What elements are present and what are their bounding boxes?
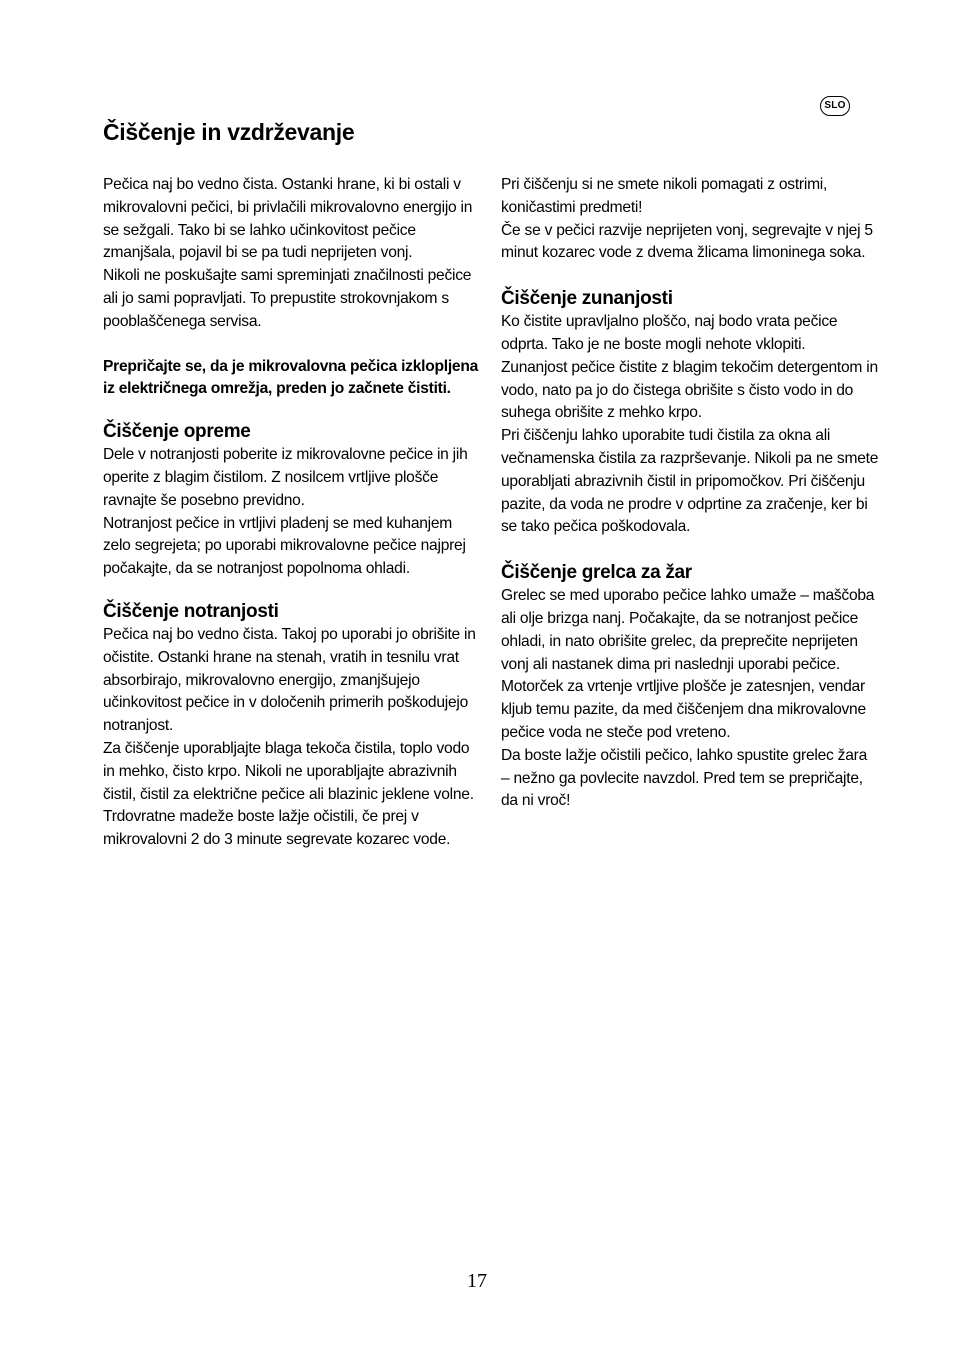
intro-paragraph: Nikoli ne poskušajte sami spreminjati značilnosti pečice ali jo sami popravljati. To prepustite strokovnjakom s pooblaščenega servisa. <box>103 267 472 330</box>
section-paragraph: Ko čistite upravljalno ploščo, naj bodo vrata pečice odprta. Tako je ne boste mogli nehote vklopiti. <box>501 313 838 353</box>
section-paragraph: Grelec se med uporabo pečice lahko umaže – maščoba ali olje brizga nanj. Počakajte, da se notranjost pečice ohladi, in nato obrišite grelec, da preprečite neprijeten vonj ali nastanek dima pri naslednji uporabi pečice. <box>501 587 875 673</box>
section-heading-interior: Čiščenje notranjosti <box>103 600 279 622</box>
section-paragraph: Zunanjost pečice čistite z blagim tekočim detergentom in vodo, nato pa jo do čistega obrišite s čisto vodo in do suhega obrišite z mehko krpo. <box>501 358 878 422</box>
section-heading-equipment: Čiščenje opreme <box>103 421 251 443</box>
safety-warning: Prepričajte se, da je mikrovalovna pečica izklopljena iz električnega omrežja, preden jo začnete čistiti. <box>103 357 479 398</box>
section-paragraph: Dele v notranjosti poberite iz mikrovalovne pečice in jih operite z blagim čistilom. Z nosilcem vrtljive plošče ravnajte še posebno previdno. <box>103 446 468 509</box>
section-heading-grill: Čiščenje grelca za žar <box>501 562 692 584</box>
intro-paragraph: Pri čiščenju si ne smete nikoli pomagati z ostrimi, koničastimi predmeti! <box>501 176 828 216</box>
section-paragraph: Motorček za vrtenje vrtljive plošče je zatesnjen, vendar kljub temu pazite, da med čiščenjem dna mikrovalovne pečice voda ne steče pod vreteno. <box>501 678 866 741</box>
language-badge: SLO <box>820 96 850 116</box>
section-paragraph: Pečica naj bo vedno čista. Takoj po uporabi jo obrišite in očistite. Ostanki hrane na stenah, vratih in tesnilu vrat absorbirajo, mikrovalovno energijo, zmanjšujejo učinkovitost pečice in v določenih primerih poškodujejo notranjost. <box>103 625 476 735</box>
left-column <box>103 174 481 852</box>
intro-paragraph: Pečica naj bo vedno čista. Ostanki hrane, ki bi ostali v mikrovalovni pečici, bi privlačili mikrovalovno energijo in se sežgali. Tako bi se lahko učinkovitost pečice zmanjšala, pojavil bi se pa tudi neprijeten vonj. <box>103 176 473 262</box>
section-paragraph: Pri čiščenju lahko uporabite tudi čistila za okna ali večnamenska čistila za razprševanje. Nikoli pa ne smete uporabljati abrazivnih čistil in pripomočkov. Pri čiščenju pazite, da voda ne prodre v odprtine za zračenje, ker bi se tako pečica poškodovala. <box>501 427 879 536</box>
right-column <box>501 174 879 813</box>
intro-paragraph: Če se v pečici razvije neprijeten vonj, segrevajte v njej 5 minut kozarec vode z dvema žlicama limoninega soka. <box>501 221 873 262</box>
section-paragraph: Trdovratne madeže boste lažje očistili, če prej v mikrovalovni 2 do 3 minute segrevate kozarec vode. <box>103 808 451 849</box>
section-heading-exterior: Čiščenje zunanjosti <box>501 288 673 310</box>
section-paragraph: Da boste lažje očistili pečico, lahko spustite grelec žara – nežno ga povlecite navzdol. Pred tem se prepričajte, da ni vroč! <box>501 746 868 810</box>
page-number: 17 <box>467 1270 487 1292</box>
section-paragraph: Za čiščenje uporabljajte blaga tekoča čistila, toplo vodo in mehko, čisto krpo. Nikoli ne uporabljajte abrazivnih čistil, čistil za električne pečice ali blazinic jeklene volne. <box>103 739 474 803</box>
section-paragraph: Notranjost pečice in vrtljivi pladenj se med kuhanjem zelo segrejeta; po uporabi mikrovalovne pečice najprej počakajte, da se notranjost popolnoma ohladi. <box>103 514 466 578</box>
page-title: Čiščenje in vzdrževanje <box>103 119 355 145</box>
